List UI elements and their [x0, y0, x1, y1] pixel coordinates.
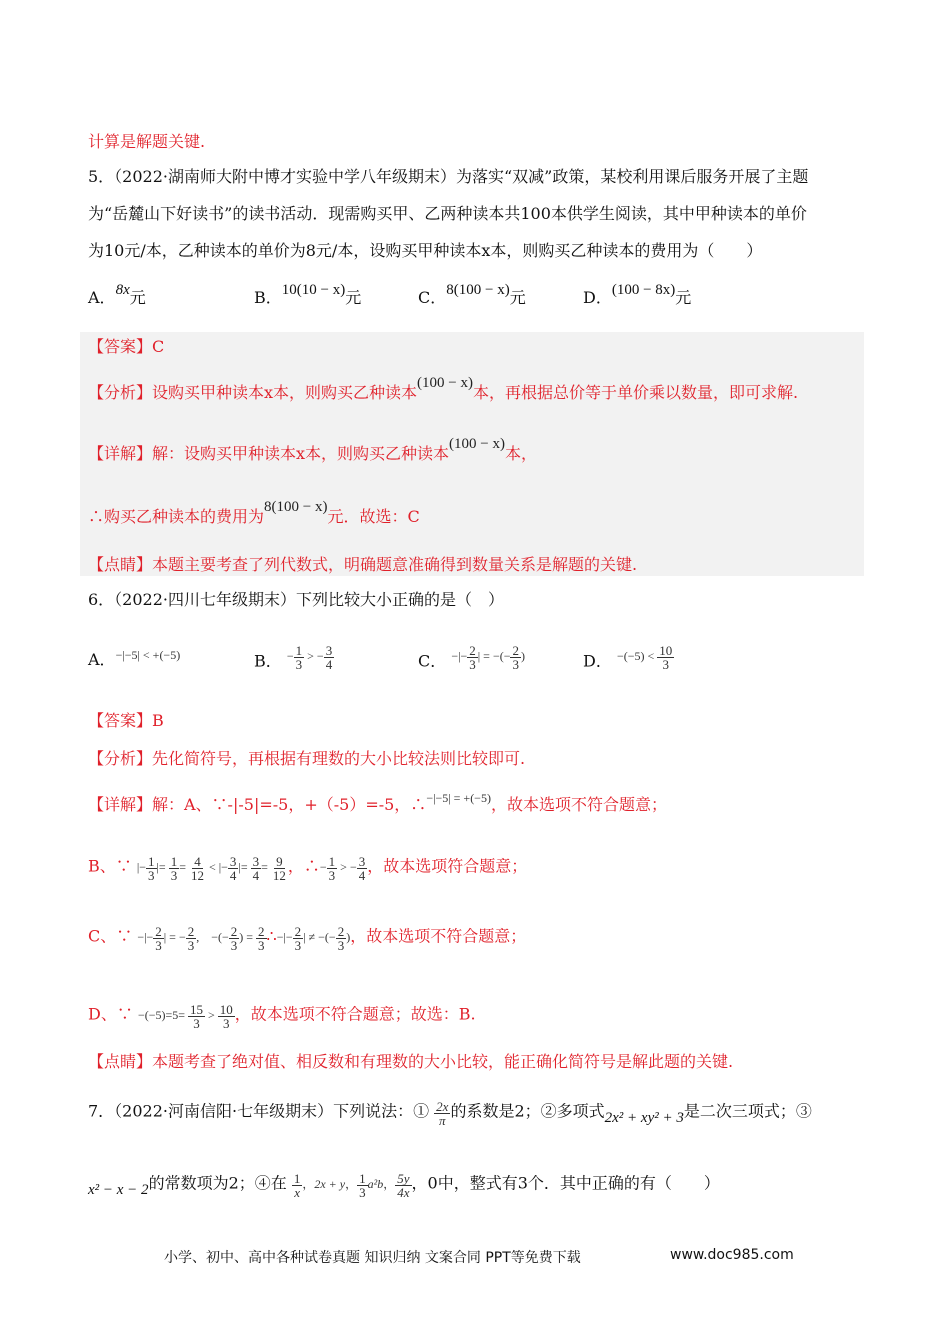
- q6-option-a[interactable]: A．$^{-|-5| < +(-5)}$: [88, 648, 181, 669]
- footer-link[interactable]: www.doc985.com: [670, 1247, 794, 1263]
- q5-option-d[interactable]: D．(100 − 8x)元: [583, 282, 692, 307]
- q6-detail-c-expr: −|− $\frac{2}{3}$ | = − $\frac{2}{3}$ , −(− $\frac{2}{3}$ ) = $\frac{2}{3}$: [137, 924, 265, 953]
- q6-option-d-expr: −(−5) < 10 3: [616, 643, 673, 672]
- footer-text: 小学、初中、高中各种试卷真题 知识归纳 文案合同 PPT等免费下载: [164, 1250, 581, 1266]
- q6-detail-d-expr: −(−5)=5= $\frac{15}{3}$ > $\frac{10}{3}$: [137, 1002, 233, 1031]
- q6-detail-b: B、∵ |− $\frac{1}{3}$ |= $\frac{1}{3}$ = $\frac{4}{12}$ < |− $\frac{3}{4}$ |= $\frac{3}{4}$ = $\frac{9}{12}$ ，∴− $\frac{1}{3}$ > − $\frac{3}{4}$ ，故本选项符合题意；: [88, 854, 528, 883]
- top-line: 计算是解题关键.: [88, 132, 206, 151]
- q7-expr-list: $\frac{1}{x}$ ，2x + y， $\frac{1}{3}$ a²b， $\frac{5y}{4x}$: [293, 1171, 410, 1200]
- q6-comment: 【点睛】本题考查了绝对值、相反数和有理数的大小比较，能正确化简符号是解此题的关键.: [88, 1052, 734, 1071]
- q5-line3: 为10元/本，乙种读本的单价为8元/本，设购买甲种读本x本，则购买乙种读本的费用为（ ）: [88, 241, 763, 260]
- q7-line1: 7．（2022·河南信阳·七年级期末）下列说法：① $\frac{2x}{\pi}$ 的系数是2；②多项式2x² + xy² + 3是二次三项式；③: [88, 1099, 812, 1128]
- q6-analysis: 【分析】先化简符号，再根据有理数的大小比较法则比较即可.: [88, 749, 526, 768]
- q6-detail-a: 【详解】解：A、∵-|-5|=-5，+（-5）=-5，∴$^{-|-5| = +(-5)}$，故本选项不符合题意；: [88, 791, 667, 814]
- q5-option-b[interactable]: B．10(10 − x)元: [254, 282, 362, 307]
- q6-option-c-expr: −|− 2 3 | = −(− 2 3 ): [451, 643, 525, 672]
- q7-line2: x² − x − 2的常数项为2；④在 $\frac{1}{x}$ ，2x + y， $\frac{1}{3}$ a²b， $\frac{5y}{4x}$ ，0中，整式有3个．其中正确的有（ ）: [88, 1171, 720, 1200]
- q6-option-c[interactable]: C． $^{-|- \frac{2}{3} | = -(- \frac{2}{3} )}$: [418, 643, 525, 672]
- q6-detail-d: D、∵ −(−5)=5= $\frac{15}{3}$ > $\frac{10}{3}$ ，故本选项不符合题意；故选：B.: [88, 1002, 476, 1031]
- q5-comment: 【点睛】本题主要考查了列代数式，明确题意准确得到数量关系是解题的关键.: [88, 555, 638, 574]
- q5-answer: 【答案】C: [88, 337, 165, 356]
- q6-detail-b-result: − $\frac{1}{3}$ > − $\frac{3}{4}$: [319, 854, 366, 883]
- q5-option-a[interactable]: A．8x元: [88, 282, 146, 307]
- q5-analysis: 【分析】设购买甲种读本x本，则购买乙种读本(100 − x)本，再根据总价等于单价乘以数量，即可求解.: [88, 375, 799, 402]
- q5-line1: 5．（2022·湖南师大附中博才实验中学八年级期末）为落实“双减”政策，某校利用课后服务开展了主题: [88, 167, 809, 186]
- q5-therefore: ∴购买乙种读本的费用为8(100 − x)元．故选：C: [88, 499, 420, 526]
- q5-detail: 【详解】解：设购买甲种读本x本，则购买乙种读本(100 − x)本，: [88, 436, 537, 463]
- q5-option-c[interactable]: C．8(100 − x)元: [418, 282, 526, 307]
- q5-line2: 为“岳麓山下好读书”的读书活动．现需购买甲、乙两种读本共100本供学生阅读，其中甲种读本的单价: [88, 204, 807, 223]
- q6-option-b-expr: − 1 3 > − 3 4: [286, 643, 333, 672]
- q7-fraction-2x-pi: $\frac{2x}{\pi}$: [436, 1099, 449, 1128]
- q6-option-b[interactable]: B． $^{- \frac{1}{3} > - \frac{3}{4}}$: [254, 643, 333, 672]
- q6-detail-b-expr: |− $\frac{1}{3}$ |= $\frac{1}{3}$ = $\frac{4}{12}$ < |− $\frac{3}{4}$ |= $\frac{3}{4}$ = $\frac{9}{12}$: [136, 854, 286, 883]
- q6-line1: 6．（2022·四川七年级期末）下列比较大小正确的是（ ）: [88, 590, 504, 609]
- q6-answer: 【答案】B: [88, 711, 164, 730]
- q6-detail-c: C、∵ −|− $\frac{2}{3}$ | = − $\frac{2}{3}$ , −(− $\frac{2}{3}$ ) = $\frac{2}{3}$ ∴−|− $\frac{2}{3}$ | ≠ −(− $\frac{2}{3}$ )，故本选项不符合题意；: [88, 924, 527, 953]
- q6-option-d[interactable]: D． $^{-(-5) < \frac{10}{3}}$: [583, 643, 673, 672]
- q6-detail-c-result: −|− $\frac{2}{3}$ | ≠ −(− $\frac{2}{3}$ ): [276, 924, 351, 953]
